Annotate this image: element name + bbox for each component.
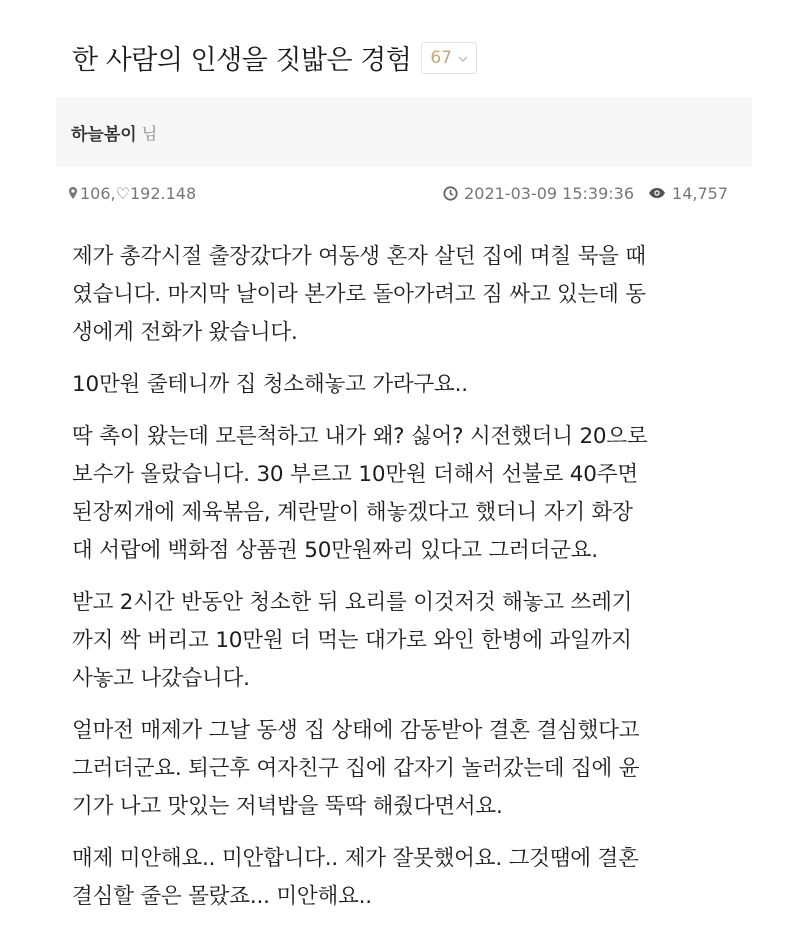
body-line: 대 서랍에 백화점 상품권 50만원짜리 있다고 그러더군요. xyxy=(72,538,598,563)
body-line: 그러더군요. 퇴근후 여자친구 집에 갑자기 놀러갔는데 집에 윤 xyxy=(72,756,640,781)
author-bar xyxy=(56,97,752,167)
post-title: 한 사람의 인생을 짓밟은 경험 xyxy=(72,45,412,76)
comment-count-button[interactable] xyxy=(421,42,477,74)
location-pin-icon xyxy=(68,186,78,200)
post-body xyxy=(72,238,737,930)
body-paragraph xyxy=(72,418,737,570)
author-suffix: 님 xyxy=(141,123,158,143)
post-meta xyxy=(68,180,728,206)
clock-icon xyxy=(443,186,458,201)
post-stats xyxy=(68,184,196,203)
body-line: 10만원 줄테니까 집 청소해놓고 가라구요.. xyxy=(72,372,468,397)
body-line: 생에게 전화가 왔습니다. xyxy=(72,320,298,345)
body-line: 기가 나고 맛있는 저녁밥을 뚝딱 해줬다면서요. xyxy=(72,794,503,819)
body-line: 사놓고 나갔습니다. xyxy=(72,666,250,691)
body-line: 였습니다. 마지막 날이라 본가로 돌아가려고 짐 싸고 있는데 동 xyxy=(72,282,646,307)
post-datetime: 2021-03-09 15:39:36 xyxy=(464,183,635,203)
body-line: 받고 2시간 반동안 청소한 뒤 요리를 이것저것 해놓고 쓰레기 xyxy=(72,590,633,615)
body-line: 딱 촉이 왔는데 모른척하고 내가 왜? 싫어? 시전했더니 20으로 xyxy=(72,424,648,449)
body-line: 보수가 올랐습니다. 30 부르고 10만원 더해서 선불로 40주면 xyxy=(72,462,638,487)
body-paragraph xyxy=(72,238,737,352)
author-name[interactable]: 하늘봄이 xyxy=(71,124,137,145)
body-line: 결심할 줄은 몰랐죠... 미안해요.. xyxy=(72,884,372,909)
post-title-row xyxy=(72,38,477,77)
body-paragraph xyxy=(72,840,737,916)
body-paragraph xyxy=(72,712,737,826)
body-line: 제가 총각시절 출장갔다가 여동생 혼자 살던 집에 며칠 묵을 때 xyxy=(72,244,646,269)
body-line: 얼마전 매제가 그날 동생 집 상태에 감동받아 결혼 결심했다고 xyxy=(72,718,640,743)
body-line: 된장찌개에 제육볶음, 계란말이 해놓겠다고 했더니 자기 화장 xyxy=(72,500,633,525)
view-count xyxy=(648,184,728,203)
post-info xyxy=(443,184,728,203)
body-paragraph xyxy=(72,366,737,404)
stats-text: 106,♡192.148 xyxy=(80,183,197,203)
eye-icon xyxy=(648,187,666,199)
view-count-value: 14,757 xyxy=(672,183,728,203)
body-paragraph xyxy=(72,584,737,698)
body-line: 매제 미안해요.. 미안합니다.. 제가 잘못했어요. 그것땜에 결혼 xyxy=(72,846,639,871)
comment-count: 67 xyxy=(430,47,452,68)
body-line: 까지 싹 버리고 10만원 더 먹는 대가로 와인 한병에 과일까지 xyxy=(72,628,632,653)
chevron-down-icon xyxy=(458,51,468,65)
